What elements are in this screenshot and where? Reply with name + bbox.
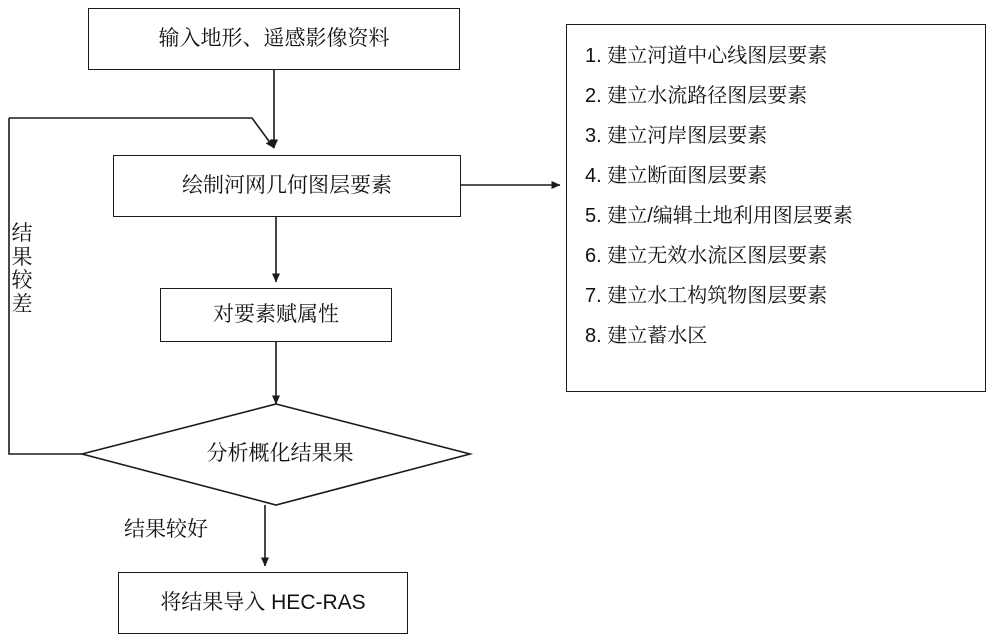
step-item: 7. 建立水工构筑物图层要素	[585, 285, 828, 307]
step-item: 3. 建立河岸图层要素	[585, 125, 768, 147]
edge-label-good-result: 结果较好	[124, 518, 208, 541]
node-input	[88, 8, 460, 70]
node-draw-label: 绘制河网几何图层要素	[182, 174, 392, 198]
node-export-hecras	[118, 572, 408, 634]
step-item: 8. 建立蓄水区	[585, 325, 708, 347]
node-draw-geometry	[113, 155, 461, 217]
edge-feedback-to-draw	[9, 118, 274, 148]
decision-label: 分析概化结果果	[206, 442, 354, 465]
node-attribute-label: 对要素赋属性	[213, 303, 339, 327]
step-item: 4. 建立断面图层要素	[585, 165, 768, 187]
edge-label-bad-result: 结 果 较 差	[11, 222, 33, 316]
step-item: 1. 建立河道中心线图层要素	[585, 45, 828, 67]
node-assign-attributes	[160, 288, 392, 342]
step-item: 6. 建立无效水流区图层要素	[585, 245, 828, 267]
steps-panel	[566, 24, 986, 392]
step-item: 5. 建立/编辑土地利用图层要素	[585, 205, 853, 227]
node-input-label: 输入地形、遥感影像资料	[158, 27, 390, 51]
step-item: 2. 建立水流路径图层要素	[585, 85, 808, 107]
node-export-label: 将结果导入 HEC-RAS	[160, 591, 366, 615]
